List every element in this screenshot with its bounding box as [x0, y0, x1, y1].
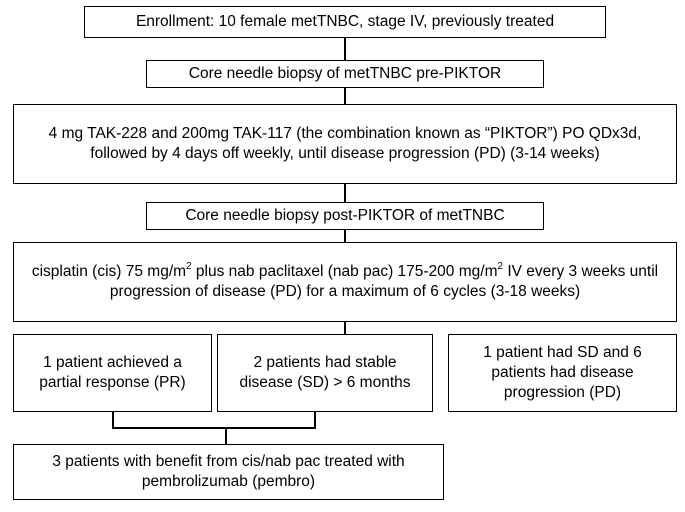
biopsy-pre-text: Core needle biopsy of metTNBC pre-PIKTOR	[188, 65, 502, 82]
connector-merge-horizontal	[112, 427, 316, 429]
enrollment-text: Enrollment: 10 female metTNBC, stage IV, previously treated	[135, 13, 555, 30]
outcome-pd-text: 1 patient had SD and 6 patients had disease progression (PD)	[483, 344, 642, 401]
connector-sd-down	[314, 412, 316, 428]
biopsy-pre-box	[146, 60, 544, 88]
chemo-text: cisplatin (cis) 75 $mg/m^2$ plus nab paclitaxel (nab pac) 175-200 $mg/m^2$ IV every 3 weeks until progression of disease (PD) for a maximum of 6 cycles (3-18 weeks)	[31, 260, 659, 300]
enrollment-box	[84, 6, 606, 38]
outcome-pr-box	[13, 334, 212, 412]
outcome-pd-box	[448, 334, 677, 412]
pembro-text: 3 patients with benefit from cis/nab pac treated with pembrolizumab (pembro)	[52, 453, 405, 490]
connector-biopsy-piktor	[344, 88, 346, 104]
connector-merge-to-pembro	[225, 427, 227, 444]
biopsy-post-text: Core needle biopsy post-PIKTOR of metTNBC	[185, 207, 505, 224]
outcome-pr-text: 1 patient achieved a partial response (PR)	[39, 354, 186, 391]
connector-enrollment-biopsy	[344, 38, 346, 60]
connector-piktor-biopsy	[344, 184, 346, 202]
piktor-treatment-text: 4 mg TAK-228 and 200mg TAK-117 (the combination known as “PIKTOR”) PO QDx3d, followed by 4 days off weekly, until disease progression (PD) (3-14 weeks)	[48, 125, 642, 162]
outcome-sd-text: 2 patients had stable disease (SD) > 6 months	[239, 354, 411, 391]
connector-biopsy-chemo	[344, 230, 346, 242]
piktor-treatment-box	[13, 104, 677, 184]
connector-chemo-outcomes	[344, 322, 346, 334]
outcome-sd-box	[217, 334, 433, 412]
biopsy-post-box	[146, 202, 544, 230]
chemo-box	[13, 242, 677, 322]
pembro-box	[13, 444, 444, 500]
connector-pr-down	[112, 412, 114, 428]
